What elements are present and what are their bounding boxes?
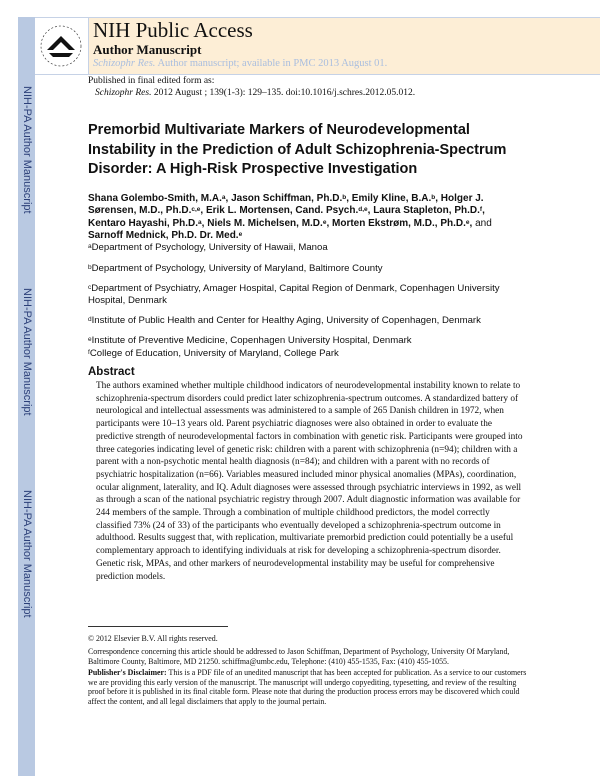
article-title: Premorbid Multivariate Markers of Neurodevelopmental Instability in the Prediction of Adult Schizophrenia-Spectrum Disorder: A High-Risk Prospective Investigation (88, 122, 507, 177)
author-affiliation-mark: e (465, 218, 470, 226)
abstract-text: The authors examined whether multiple childhood indicators of neurodevelopmental instability known to relate to schizophrenia-spectrum disorders could predict later schizophrenia-spectrum outcomes. A standardized battery of neurological and intellectual assessments was administered to a sample of 265 Danish children in 1972, when participants were 10–13 years old. Parent psychiatric diagnoses were also obtained in order to evaluate the predictive strength of neurodevelopmental factors in combination with genetic risk. Participants were grouped into three categories indicating level of genetic risk: children with a parent with schizophrenia (n=94); children with a parent with a non-psychotic mental health diagnosis (n=84); and children with a parent with no records of psychiatric hospitalization (n=66). Variables measured included minor physical anomalies (MPAs), coordination, ocular alignment, laterality, and IQ. Adult diagnoses were assessed through psychiatric interviews in 1992, as well as through a scan of the national psychiatric registry through 2007. Adult diagnostic information was available for 244 members of the sample. Through a combination of multiple childhood predictors, the model correctly classified 73% (24 of 33) of the participants who eventually developed a schizophrenia-spectrum outcome in adulthood. Results suggest that, with replication, multivariate premorbid prediction could potentially be a useful complementary approach to identifying individuals at risk for developing a schizophrenia-spectrum disorder. Genetic risk, MPAs, and other markers of neurodevelopmental instability may be useful for comprehensive prediction models. (96, 381, 523, 582)
footnote-rule (88, 626, 228, 627)
journal-name: Schizophr Res. (93, 58, 156, 69)
author-affiliation-mark: a (198, 218, 202, 226)
nih-logo-icon (35, 18, 88, 74)
author-list: Shana Golembo-Smith, M.A.$^a$, Jason Schiffman, Ph.D.$^b$, Emily Kline, B.A.$^b$, Holger J. Sørensen, M.D., Ph.D.$^{c,e}$, Erik L. Mortensen, Cand. Psych.$^{d,e}$, Laura Stapleton, Ph.D.$^f$, Kentaro Hayashi, Ph.D.$^a$, Niels M. Michelsen, M.D.$^e$, Morten Ekstrøm, M.D., Ph.D.$^e$, and Sarnoff Mednick, Ph.D. Dr. Med.$^e$ (88, 193, 492, 241)
author: Laura Stapleton, Ph.D. (373, 205, 480, 217)
citation-journal: Schizophr Res. (95, 88, 152, 98)
correspondence: Correspondence concerning this article should be addressed to Jason Schiffman, Department of Psychology, University Of Maryland, Baltimore County, Baltimore, MD 21250. schiffma@umbc.edu, Telephone: (410) 455-1535, Fax: (410) 455-1055. (88, 647, 510, 666)
author: Emily Kline, B.A. (351, 193, 432, 204)
abstract-heading: Abstract (88, 366, 135, 378)
affiliation: $^a$Department of Psychology, University of Hawaii, Manoa (88, 242, 328, 253)
and-word: and (475, 217, 492, 229)
publisher-disclaimer (88, 668, 528, 706)
author-affiliation-mark: c,e (191, 206, 201, 214)
published-label: Published in final edited form as: (88, 76, 215, 86)
author-affiliation-mark: b (431, 194, 436, 201)
author: Morten Ekstrøm, M.D., Ph.D. (332, 217, 466, 229)
author: Jason Schiffman, Ph.D. (231, 193, 343, 204)
author-affiliation-mark: e (322, 218, 327, 226)
author-affiliation-mark: e (238, 230, 243, 238)
author: Sarnoff Mednick, Ph.D. Dr. Med. (88, 229, 239, 241)
header-subtitle: Author Manuscript (93, 42, 202, 57)
author-affiliation-mark: a (221, 194, 226, 201)
author: Shana Golembo-Smith, M.A. (88, 193, 222, 204)
citation (95, 88, 415, 98)
author-affiliation-mark: d,e (358, 206, 368, 214)
nih-logo (35, 17, 89, 75)
copyright: © 2012 Elsevier B.V. All rights reserved. (88, 634, 218, 643)
disclaimer-text: This is a PDF file of an unedited manuscript that has been accepted for publication. As a service to our customers we are providing this early version of the manuscript. The manuscript will undergo copyediting, typesetting, and review of the resulting proof before it is published in its final citable form. Please note that during the production process errors may be discovered which could affect the content, and all legal disclaimers that apply to the journal pertain. (88, 668, 527, 706)
side-label: NIH-PA Author Manuscript (21, 288, 33, 416)
author: Holger J. Sørensen, M.D., Ph.D. (88, 193, 484, 217)
affiliation: $^c$Department of Psychiatry, Amager Hospital, Capital Region of Denmark, Copenhagen University Hospital, Denmark (88, 283, 500, 306)
author: Erik L. Mortensen, Cand. Psych. (205, 205, 359, 217)
availability-text: Author manuscript; available in PMC 2013 August 01. (155, 58, 388, 69)
author-affiliation-mark: f (479, 206, 483, 214)
side-label: NIH-PA Author Manuscript (21, 490, 33, 618)
side-label: NIH-PA Author Manuscript (21, 86, 33, 214)
disclaimer-label: Publisher's Disclaimer: (88, 668, 167, 677)
author: Kentaro Hayashi, Ph.D. (88, 217, 199, 229)
author: Niels M. Michelsen, M.D. (207, 217, 323, 229)
affiliation: $^b$Department of Psychology, University of Maryland, Baltimore County (88, 263, 383, 274)
author-affiliation-mark: b (342, 194, 347, 201)
header-title: NIH Public Access (93, 18, 253, 42)
affiliation: $^f$College of Education, University of Maryland, College Park (88, 348, 339, 359)
affiliation: $^d$Institute of Public Health and Center for Healthy Aging, University of Copenhagen, Denmark (88, 315, 481, 326)
affiliation: $^e$Institute of Preventive Medicine, Copenhagen University Hospital, Denmark (88, 335, 412, 346)
availability-line (93, 58, 387, 69)
citation-text: 2012 August ; 139(1-3): 129–135. doi:10.1016/j.schres.2012.05.012. (151, 88, 416, 98)
